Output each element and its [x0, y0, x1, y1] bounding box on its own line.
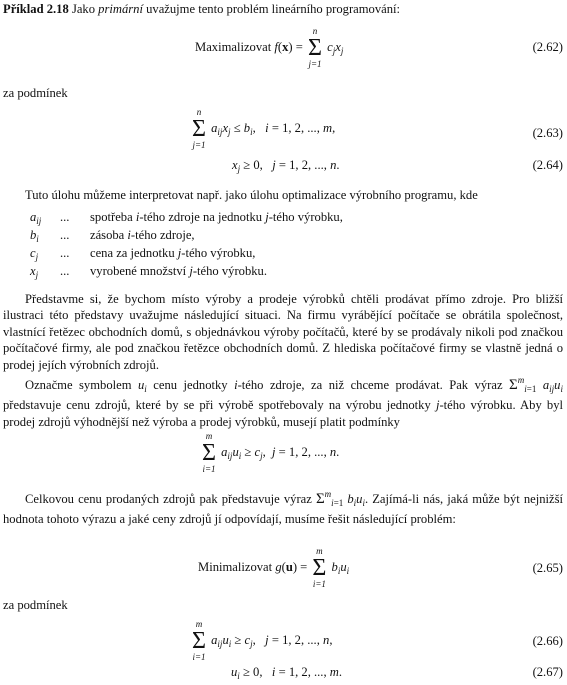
intro-pre: Jako: [71, 2, 99, 16]
minimize-label: Minimalizovat: [198, 559, 273, 574]
equation-2-66: m Σ i=1 $a_{ij}u_i \ge c_j$, j = 1, 2, ..., n,: [192, 619, 333, 662]
paragraph-3: Celkovou cenu prodaných zdrojů pak představuje výraz $\Sigma^m_{i=1}$ $b_iu_i$. Zajímá-li nás, jaká může být nejnižší hodnota tohoto výrazu a jaké ceny zdrojů jí odpovídají, musíme řešit následující problém:: [3, 489, 563, 527]
condition-label-2: za podmínek: [3, 598, 68, 612]
sum-symbol: n Σ j=1: [192, 107, 206, 150]
intro-emph: primární: [98, 2, 143, 16]
eq-number-2-62: (2.62): [532, 40, 563, 54]
definition-row: $x_j$ ... vyrobené množství j-tého výrobku.: [30, 264, 267, 280]
equation-2-67: $u_i \ge 0$, i = 1, 2, ..., m.: [231, 665, 343, 681]
equation-2-64: $x_j \ge 0$, j = 1, 2, ..., n.: [232, 158, 340, 174]
definition-row: $a_{ij}$ ... spotřeba i-tého zdroje na jednotku j-tého výrobku,: [30, 210, 343, 226]
eq-number-2-66: (2.66): [532, 634, 563, 648]
paragraph-1: Představme si, že bychom místo výroby a prodeje výrobků chtěli prodávat přímo zdroje. Pro bližší ilustraci této představy uvažujme následující situaci. Na firmu vyrábějící počítače se obrátila společnost, vlastnící řetězec obchodních domů, s objednávkou výroby počítačů, které by se prodávaly nikoli pod značkou počítačové firmy, ale pod značkou řetězce obchodních domů. Z hlediska počítačové firmy se vlastně jedná o prodej jejích výrobních zdrojů.: [3, 292, 563, 372]
sum-symbol: n Σ j=1: [308, 26, 322, 69]
maximize-label: Maximalizovat: [195, 39, 272, 54]
definition-row: $c_j$ ... cena za jednotku j-tého výrobku,: [30, 246, 256, 262]
example-label: Příklad 2.18: [3, 2, 69, 16]
example-heading: [3, 2, 400, 18]
equation-2-63: n Σ j=1 $a_{ij}x_j \le b_i$, i = 1, 2, ..., m,: [192, 107, 336, 150]
sum-symbol: m Σ i=1: [192, 619, 206, 662]
equation-dual-constraint: m Σ i=1 $a_{ij}u_i \ge c_j$, j = 1, 2, ..., n.: [202, 431, 340, 474]
eq-number-2-67: (2.67): [532, 665, 563, 679]
eq-number-2-64: (2.64): [532, 158, 563, 172]
sum-symbol: m Σ i=1: [202, 431, 216, 474]
paragraph-2: Označme symbolem $u_i$ cenu jednotky i-tého zdroje, za niž chceme prodávat. Pak výraz $\Sigma^m_{i=1}$ $a_{ij}u_i$ představuje cenu zdrojů, které by se při výrobě spotřebovaly na výrobu jednotky j-tého výrobku. Aby byl prodej zdrojů výhodnější než výroba a prodej výrobků, musejí platit podmínky: [3, 375, 563, 429]
definition-row: $b_i$ ... zásoba i-tého zdroje,: [30, 228, 195, 244]
condition-label-1: za podmínek: [3, 86, 68, 100]
eq-number-2-65: (2.65): [532, 561, 563, 575]
eq-number-2-63: (2.63): [532, 126, 563, 140]
equation-2-62: Maximalizovat f(x) = n Σ j=1 $c_jx_j$: [195, 26, 344, 69]
sum-symbol: m Σ i=1: [312, 546, 327, 589]
intro-post: uvažujme tento problém lineárního programování:: [142, 2, 401, 16]
interpretation-text: Tuto úlohu můžeme interpretovat např. jako úlohu optimalizace výrobního programu, kde: [25, 188, 478, 202]
equation-2-65: Minimalizovat g(u) = m Σ i=1 $b_iu_i$: [198, 546, 350, 589]
